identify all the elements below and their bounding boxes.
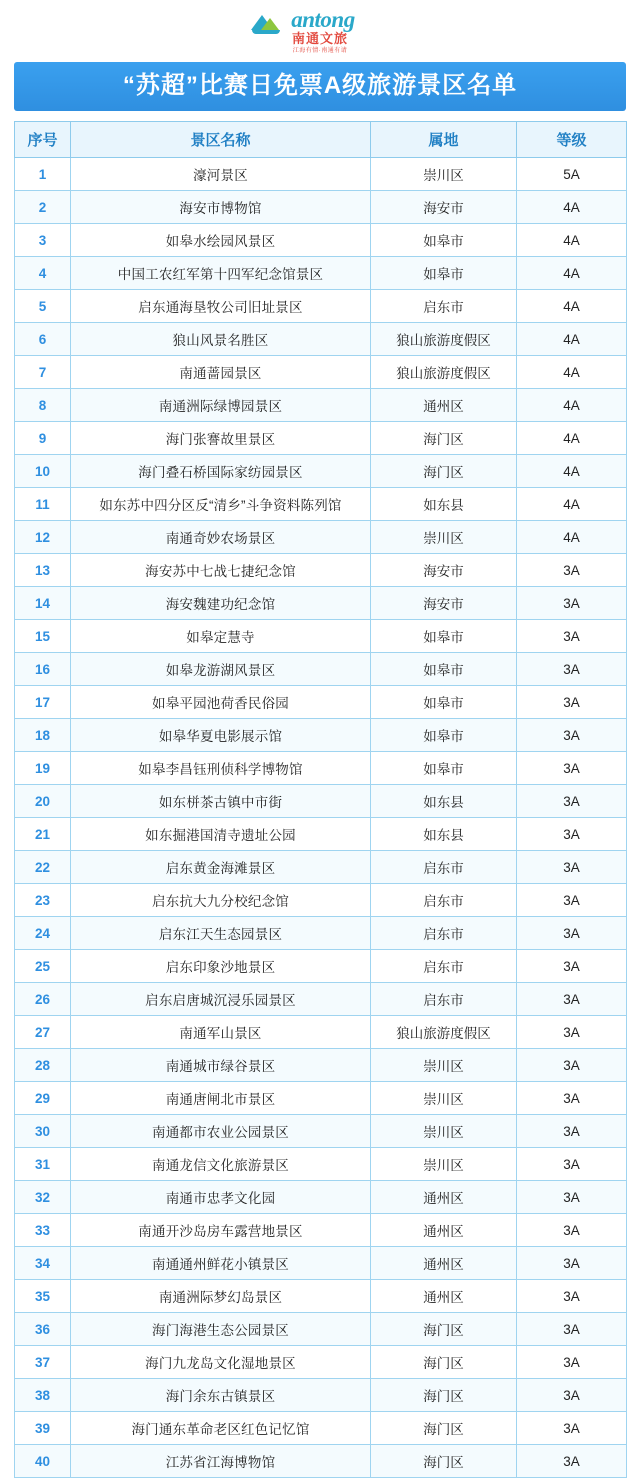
cell-no: 9 [15, 422, 71, 455]
cell-scenic-name: 南通通州鲜花小镇景区 [71, 1247, 371, 1280]
cell-area: 如皋市 [371, 653, 517, 686]
logo-latin-text: antong [291, 7, 355, 32]
cell-no: 38 [15, 1379, 71, 1412]
cell-level: 3A [517, 587, 627, 620]
column-header-name: 景区名称 [71, 122, 371, 158]
cell-scenic-name: 南通奇妙农场景区 [71, 521, 371, 554]
cell-scenic-name: 南通龙信文化旅游景区 [71, 1148, 371, 1181]
table-row [15, 1181, 627, 1214]
cell-scenic-name: 海安市博物馆 [71, 191, 371, 224]
cell-scenic-name: 如皋水绘园风景区 [71, 224, 371, 257]
table-row [15, 1313, 627, 1346]
cell-area: 如东县 [371, 818, 517, 851]
cell-area: 海门区 [371, 1313, 517, 1346]
cell-area: 崇川区 [371, 1082, 517, 1115]
column-header-no: 序号 [15, 122, 71, 158]
cell-no: 20 [15, 785, 71, 818]
table-row [15, 587, 627, 620]
cell-area: 如皋市 [371, 686, 517, 719]
cell-level: 4A [517, 191, 627, 224]
cell-scenic-name: 南通洲际梦幻岛景区 [71, 1280, 371, 1313]
cell-no: 26 [15, 983, 71, 1016]
cell-no: 11 [15, 488, 71, 521]
cell-scenic-name: 如皋龙游湖风景区 [71, 653, 371, 686]
cell-area: 海安市 [371, 191, 517, 224]
cell-level: 4A [517, 488, 627, 521]
cell-area: 启东市 [371, 884, 517, 917]
table-row [15, 191, 627, 224]
cell-scenic-name: 如皋平园池荷香民俗园 [71, 686, 371, 719]
table-row [15, 158, 627, 191]
cell-level: 3A [517, 950, 627, 983]
logo-header [0, 0, 640, 58]
cell-area: 狼山旅游度假区 [371, 1016, 517, 1049]
cell-level: 3A [517, 1115, 627, 1148]
scenic-area-table [14, 121, 627, 1478]
cell-level: 3A [517, 1214, 627, 1247]
mountain-wave-icon [251, 10, 281, 34]
cell-scenic-name: 狼山风景名胜区 [71, 323, 371, 356]
table-row [15, 257, 627, 290]
cell-no: 30 [15, 1115, 71, 1148]
cell-area: 通州区 [371, 389, 517, 422]
cell-no: 16 [15, 653, 71, 686]
cell-level: 3A [517, 554, 627, 587]
cell-scenic-name: 海安魏建功纪念馆 [71, 587, 371, 620]
cell-area: 崇川区 [371, 1115, 517, 1148]
table-row [15, 785, 627, 818]
page-title: “苏超”比赛日免票A级旅游景区名单 [122, 72, 518, 99]
table-row [15, 983, 627, 1016]
cell-area: 如皋市 [371, 224, 517, 257]
cell-level: 3A [517, 1346, 627, 1379]
cell-no: 3 [15, 224, 71, 257]
cell-no: 37 [15, 1346, 71, 1379]
cell-level: 3A [517, 1445, 627, 1478]
cell-level: 3A [517, 1379, 627, 1412]
cell-scenic-name: 南通唐闸北市景区 [71, 1082, 371, 1115]
table-row [15, 1214, 627, 1247]
table-row [15, 1082, 627, 1115]
cell-area: 如皋市 [371, 752, 517, 785]
table-row [15, 1016, 627, 1049]
nantong-tourism-logo [245, 8, 395, 54]
table-row [15, 1247, 627, 1280]
cell-no: 25 [15, 950, 71, 983]
cell-no: 31 [15, 1148, 71, 1181]
cell-no: 29 [15, 1082, 71, 1115]
cell-scenic-name: 如东苏中四分区反“清乡”斗争资料陈列馆 [71, 488, 371, 521]
cell-level: 3A [517, 719, 627, 752]
cell-no: 21 [15, 818, 71, 851]
cell-no: 24 [15, 917, 71, 950]
cell-area: 狼山旅游度假区 [371, 356, 517, 389]
cell-area: 如皋市 [371, 719, 517, 752]
cell-level: 3A [517, 686, 627, 719]
cell-level: 3A [517, 620, 627, 653]
cell-level: 3A [517, 1313, 627, 1346]
table-row [15, 752, 627, 785]
cell-no: 8 [15, 389, 71, 422]
cell-level: 4A [517, 224, 627, 257]
cell-level: 3A [517, 653, 627, 686]
cell-area: 如皋市 [371, 257, 517, 290]
cell-no: 13 [15, 554, 71, 587]
cell-scenic-name: 海安苏中七战七捷纪念馆 [71, 554, 371, 587]
table-row [15, 1115, 627, 1148]
cell-level: 3A [517, 983, 627, 1016]
table-row [15, 653, 627, 686]
table-row [15, 950, 627, 983]
table-header-row [15, 122, 627, 158]
cell-level: 4A [517, 389, 627, 422]
table-row [15, 1148, 627, 1181]
cell-area: 如东县 [371, 488, 517, 521]
cell-scenic-name: 启东黄金海滩景区 [71, 851, 371, 884]
cell-no: 27 [15, 1016, 71, 1049]
cell-level: 5A [517, 158, 627, 191]
cell-scenic-name: 如东掘港国清寺遗址公园 [71, 818, 371, 851]
table-row [15, 1445, 627, 1478]
cell-no: 7 [15, 356, 71, 389]
cell-level: 3A [517, 1082, 627, 1115]
cell-area: 通州区 [371, 1214, 517, 1247]
cell-no: 10 [15, 455, 71, 488]
table-row [15, 1412, 627, 1445]
cell-level: 4A [517, 257, 627, 290]
column-header-area: 属地 [371, 122, 517, 158]
table-row [15, 554, 627, 587]
cell-no: 40 [15, 1445, 71, 1478]
cell-scenic-name: 启东印象沙地景区 [71, 950, 371, 983]
cell-scenic-name: 海门余东古镇景区 [71, 1379, 371, 1412]
cell-no: 4 [15, 257, 71, 290]
cell-level: 3A [517, 917, 627, 950]
cell-scenic-name: 海门张謇故里景区 [71, 422, 371, 455]
cell-level: 3A [517, 1280, 627, 1313]
cell-scenic-name: 海门叠石桥国际家纺园景区 [71, 455, 371, 488]
table-row [15, 884, 627, 917]
cell-level: 4A [517, 356, 627, 389]
cell-scenic-name: 南通都市农业公园景区 [71, 1115, 371, 1148]
cell-scenic-name: 南通开沙岛房车露营地景区 [71, 1214, 371, 1247]
table-row [15, 422, 627, 455]
cell-area: 崇川区 [371, 158, 517, 191]
cell-no: 19 [15, 752, 71, 785]
title-banner [14, 62, 626, 111]
cell-area: 海安市 [371, 587, 517, 620]
cell-scenic-name: 南通市忠孝文化园 [71, 1181, 371, 1214]
cell-no: 39 [15, 1412, 71, 1445]
cell-scenic-name: 启东启唐城沉浸乐园景区 [71, 983, 371, 1016]
cell-scenic-name: 启东通海垦牧公司旧址景区 [71, 290, 371, 323]
cell-no: 17 [15, 686, 71, 719]
cell-scenic-name: 如皋李昌钰刑侦科学博物馆 [71, 752, 371, 785]
cell-scenic-name: 南通城市绿谷景区 [71, 1049, 371, 1082]
table-row [15, 488, 627, 521]
cell-scenic-name: 海门九龙岛文化湿地景区 [71, 1346, 371, 1379]
cell-area: 启东市 [371, 851, 517, 884]
hill-shape-right [261, 18, 279, 30]
column-header-level: 等级 [517, 122, 627, 158]
cell-area: 启东市 [371, 290, 517, 323]
cell-area: 通州区 [371, 1181, 517, 1214]
table-row [15, 455, 627, 488]
cell-area: 如皋市 [371, 620, 517, 653]
cell-no: 2 [15, 191, 71, 224]
table-row [15, 818, 627, 851]
cell-level: 4A [517, 521, 627, 554]
cell-level: 3A [517, 1049, 627, 1082]
cell-level: 4A [517, 455, 627, 488]
cell-level: 3A [517, 1247, 627, 1280]
cell-no: 18 [15, 719, 71, 752]
cell-area: 海门区 [371, 1445, 517, 1478]
cell-scenic-name: 中国工农红军第十四军纪念馆景区 [71, 257, 371, 290]
logo-chinese-text: 南通文旅 [291, 31, 348, 46]
cell-level: 3A [517, 785, 627, 818]
cell-no: 1 [15, 158, 71, 191]
cell-scenic-name: 海门通东革命老区红色记忆馆 [71, 1412, 371, 1445]
cell-area: 崇川区 [371, 1049, 517, 1082]
cell-area: 海门区 [371, 1412, 517, 1445]
cell-level: 3A [517, 1016, 627, 1049]
cell-area: 狼山旅游度假区 [371, 323, 517, 356]
cell-no: 15 [15, 620, 71, 653]
cell-level: 3A [517, 1148, 627, 1181]
cell-area: 海门区 [371, 455, 517, 488]
cell-level: 3A [517, 1412, 627, 1445]
table-row [15, 686, 627, 719]
table-row [15, 620, 627, 653]
table-row [15, 323, 627, 356]
cell-area: 如东县 [371, 785, 517, 818]
cell-no: 14 [15, 587, 71, 620]
cell-no: 23 [15, 884, 71, 917]
cell-scenic-name: 江苏省江海博物馆 [71, 1445, 371, 1478]
cell-area: 崇川区 [371, 1148, 517, 1181]
cell-area: 启东市 [371, 950, 517, 983]
cell-area: 通州区 [371, 1280, 517, 1313]
cell-level: 3A [517, 752, 627, 785]
cell-area: 海门区 [371, 1379, 517, 1412]
table-row [15, 521, 627, 554]
cell-scenic-name: 南通军山景区 [71, 1016, 371, 1049]
table-row [15, 1379, 627, 1412]
cell-scenic-name: 启东抗大九分校纪念馆 [71, 884, 371, 917]
cell-scenic-name: 启东江天生态园景区 [71, 917, 371, 950]
cell-no: 12 [15, 521, 71, 554]
table-row [15, 719, 627, 752]
cell-scenic-name: 南通蔷园景区 [71, 356, 371, 389]
cell-no: 6 [15, 323, 71, 356]
cell-level: 3A [517, 1181, 627, 1214]
table-row [15, 1280, 627, 1313]
table-row [15, 356, 627, 389]
cell-level: 3A [517, 884, 627, 917]
table-row [15, 224, 627, 257]
table-row [15, 917, 627, 950]
cell-scenic-name: 海门海港生态公园景区 [71, 1313, 371, 1346]
cell-no: 35 [15, 1280, 71, 1313]
cell-no: 34 [15, 1247, 71, 1280]
cell-no: 28 [15, 1049, 71, 1082]
table-row [15, 290, 627, 323]
wave-shape [252, 30, 280, 34]
cell-level: 3A [517, 818, 627, 851]
cell-scenic-name: 如东栟茶古镇中市街 [71, 785, 371, 818]
cell-area: 启东市 [371, 983, 517, 1016]
cell-no: 33 [15, 1214, 71, 1247]
cell-scenic-name: 如皋华夏电影展示馆 [71, 719, 371, 752]
cell-area: 崇川区 [371, 521, 517, 554]
table-row [15, 851, 627, 884]
cell-area: 海门区 [371, 422, 517, 455]
cell-area: 启东市 [371, 917, 517, 950]
cell-area: 海安市 [371, 554, 517, 587]
cell-level: 3A [517, 851, 627, 884]
cell-no: 36 [15, 1313, 71, 1346]
cell-no: 5 [15, 290, 71, 323]
cell-level: 4A [517, 290, 627, 323]
table-row [15, 1049, 627, 1082]
cell-level: 4A [517, 422, 627, 455]
cell-no: 22 [15, 851, 71, 884]
cell-area: 通州区 [371, 1247, 517, 1280]
table-row [15, 389, 627, 422]
logo-subtitle-text: 江海有情·南通有请 [292, 48, 348, 54]
cell-no: 32 [15, 1181, 71, 1214]
cell-area: 海门区 [371, 1346, 517, 1379]
cell-scenic-name: 如皋定慧寺 [71, 620, 371, 653]
table-row [15, 1346, 627, 1379]
cell-scenic-name: 濠河景区 [71, 158, 371, 191]
cell-scenic-name: 南通洲际绿博园景区 [71, 389, 371, 422]
table-body [15, 158, 627, 1478]
cell-level: 4A [517, 323, 627, 356]
